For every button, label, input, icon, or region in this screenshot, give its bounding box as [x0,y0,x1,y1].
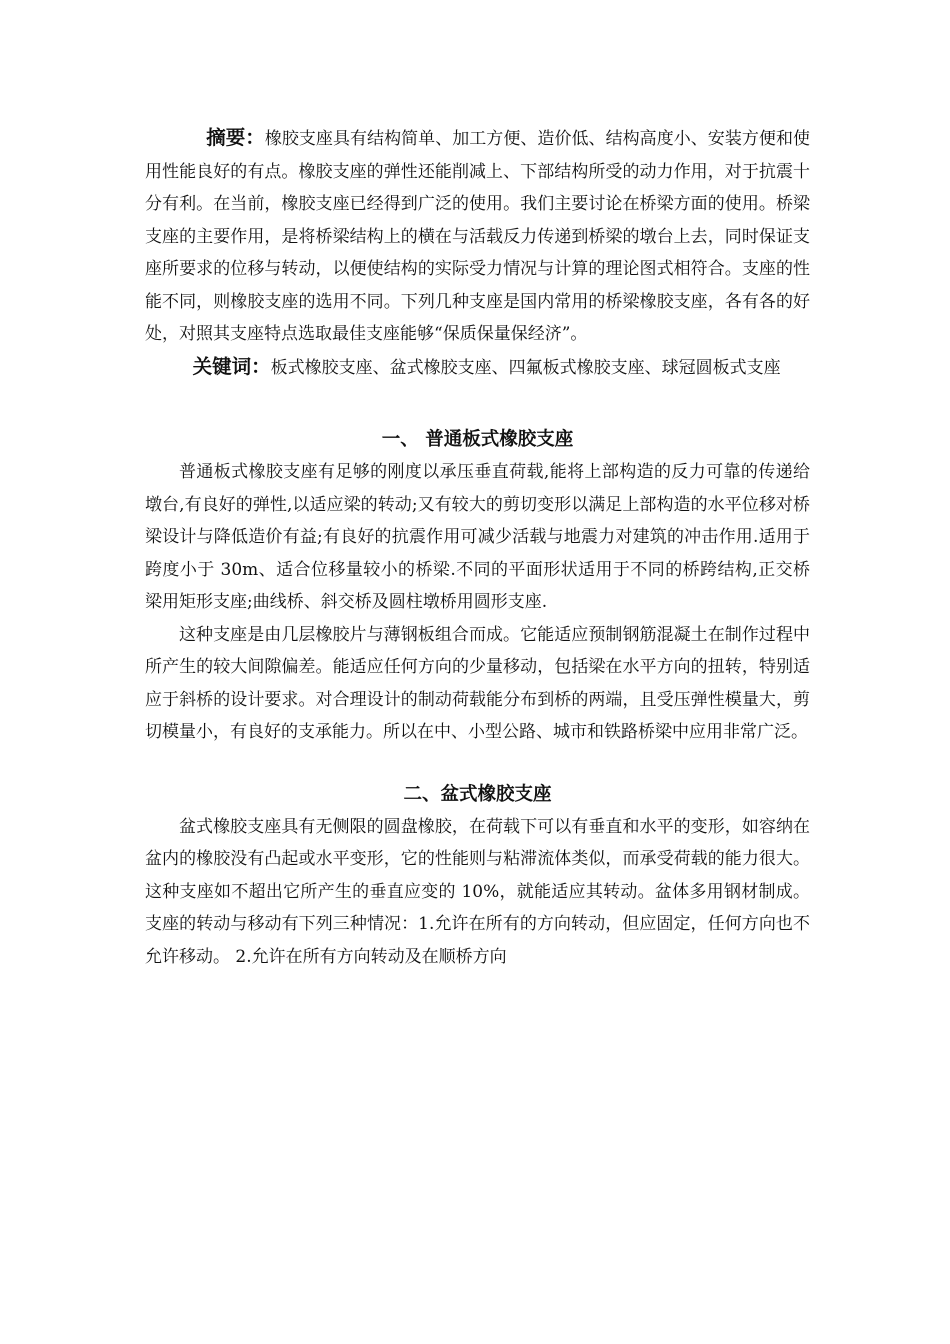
keywords-label: 关键词： [192,354,271,378]
abstract-label: 摘要： [206,126,265,149]
abstract-text: 橡胶支座具有结构简单、加工方便、造价低、结构高度小、安装方便和使用性能良好的有点。橡胶支座的弹性还能削减上、下部结构所受的动力作用，对于抗震十分有利。在当前，橡胶支座已经得到广泛的使用。我们主要讨论在桥梁方面的使用。桥梁支座的主要作用，是将桥梁结构上的横在与活载反力传递到桥梁的墩台上去，同时保证支座所要求的位移与转动，以便使结构的实际受力情况与计算的理论图式相符合。支座的性能不同，则橡胶支座的选用不同。下列几种支座是国内常用的桥梁橡胶支座，各有各的好处，对照其支座特点选取最佳支座能够“保质保量保经济”。 [145,129,810,344]
section-1-heading: 一、 普通板式橡胶支座 [381,429,574,450]
section-1-paragraph-1: 普通板式橡胶支座有足够的刚度以承压垂直荷载,能将上部构造的反力可靠的传递给墩台,有良好的弹性,以适应梁的转动;又有较大的剪切变形以满足上部构造的水平位移对桥梁设计与降低造价有益;有良好的抗震作用可减少活载与地震力对建筑的冲击作用.适用于跨度小于 30m、适合位移量较小的桥梁.不同的平面形状适用于不同的桥跨结构,正交桥梁用矩形支座;曲线桥、斜交桥及圆柱墩桥用圆形支座. [145,462,810,612]
keywords-text: 板式橡胶支座、盆式橡胶支座、四氟板式橡胶支座、球冠圆板式支座 [270,357,781,378]
abstract-paragraph [145,122,810,351]
keywords-paragraph [145,351,810,385]
section-2-paragraph-1: 盆式橡胶支座具有无侧限的圆盘橡胶，在荷载下可以有垂直和水平的变形，如容纳在盆内的橡胶没有凸起或水平变形，它的性能则与粘滞流体类似，而承受荷载的能力很大。这种支座如不超出它所产生的垂直应变的 10%，就能适应其转动。盆体多用钢材制成。支座的转动与移动有下列三种情况：1.允许在所有的方向转动，但应固定，任何方向也不允许移动。 2.允许在所有方向转动及在顺桥方向 [145,816,810,967]
section-1-paragraph-2: 这种支座是由几层橡胶片与薄钢板组合而成。它能适应预制钢筋混凝土在制作过程中所产生的较大间隙偏差。能适应任何方向的少量移动，包括梁在水平方向的扭转，特别适应于斜桥的设计要求。对合理设计的制动荷载能分布到桥的两端，且受压弹性模量大，剪切模量小，有良好的支承能力。所以在中、小型公路、城市和铁路桥梁中应用非常广泛。 [145,624,810,742]
section-2-heading: 二、盆式橡胶支座 [403,783,552,805]
document-page [145,122,810,973]
